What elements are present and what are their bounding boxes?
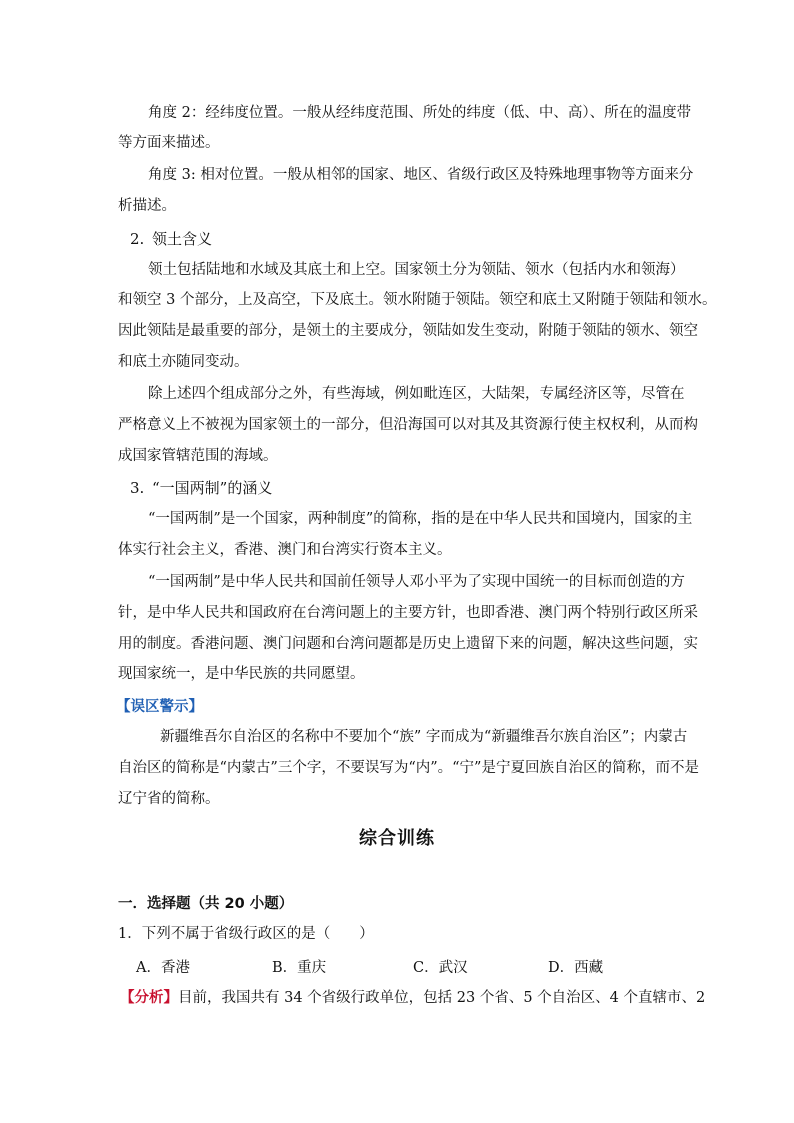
question-1: 1．下列不属于省级行政区的是（ ） [118,926,374,942]
analysis-tag: 【分析】 [120,990,178,1006]
one-country-p2-line4: 现国家统一，是中华民族的共同愿望。 [118,666,365,682]
angle2-line1: 角度 2：经纬度位置。一般从经纬度范围、所处的纬度（低、中、高）、所在的温度带 [148,105,692,121]
one-country-p2-line1: “一国两制”是中华人民共和国前任领导人邓小平为了实现中国统一的目标而创造的方 [148,574,685,590]
section-title: 综合训练 [359,828,435,849]
analysis-line [120,988,706,1008]
heading-number: 3. [130,479,145,497]
heading-one-country [130,477,272,498]
option-c: C．武汉 [413,960,468,976]
territory-line3: 因此领陆是最重要的部分，是领土的主要成分，领陆如发生变动，附随于领陆的领水、领空 [118,323,698,339]
warning-line3: 辽宁省的简称。 [118,791,220,807]
one-country-p2-line2: 针，是中华人民共和国政府在台湾问题上的主要方针，也即香港、澳门两个特别行政区所采 [118,605,698,621]
option-b: B．重庆 [272,960,327,976]
warning-line2: 自治区的简称是“内蒙古”三个字，不要误写为“内”。“宁”是宁夏回族自治区的简称，而不是 [118,760,699,776]
one-country-p2-line3: 用的制度。香港问题、澳门问题和台湾问题都是历史上遗留下来的问题，解决这些问题，实 [118,636,698,652]
heading-territory [130,228,212,249]
one-country-p1-line2: 体实行社会主义，香港、澳门和台湾实行资本主义。 [118,542,452,558]
heading-number: 2. [130,230,145,248]
angle2-line2: 等方面来描述。 [118,135,220,151]
heading-text: 领土含义 [152,230,213,248]
one-country-p1-line1: “一国两制”是一个国家，两种制度”的简称，指的是在中华人民共和国境内，国家的主 [148,511,693,527]
misconception-tag: 【误区警示】 [116,699,203,715]
analysis-text: 目前，我国共有 34 个省级行政单位，包括 23 个省、5 个自治区、4 个直辖市、2 [178,990,706,1006]
territory-line1: 领土包括陆地和水域及其底土和上空。国家领土分为领陆、领水（包括内水和领海） [148,262,685,278]
territory-line4: 和底土亦随同变动。 [118,354,249,370]
extra-line1: 除上述四个组成部分之外，有些海域，例如毗连区，大陆架，专属经济区等，尽管在 [148,386,685,402]
angle3-line2: 析描述。 [118,198,176,214]
option-d: D．西藏 [548,960,604,976]
choice-section-heading: 一．选择题（共 20 小题） [118,896,294,912]
territory-line2: 和领空 3 个部分，上及高空，下及底土。领水附随于领陆。领空和底土又附随于领陆和领水。 [118,292,717,308]
angle3-line1: 角度 3: 相对位置。一般从相邻的国家、地区、省级行政区及特殊地理事物等方面来分 [148,167,694,183]
warning-line1: 新疆维吾尔自治区的名称中不要加个“族” 字而成为“新疆维吾尔族自治区”；内蒙古 [160,729,688,745]
extra-line3: 成国家管辖范围的海域。 [118,448,278,464]
option-a: A．香港 [136,960,190,976]
heading-text: “一国两制”的涵义 [152,479,273,497]
extra-line2: 严格意义上不被视为国家领土的一部分，但沿海国可以对其及其资源行使主权权利，从而构 [118,417,698,433]
